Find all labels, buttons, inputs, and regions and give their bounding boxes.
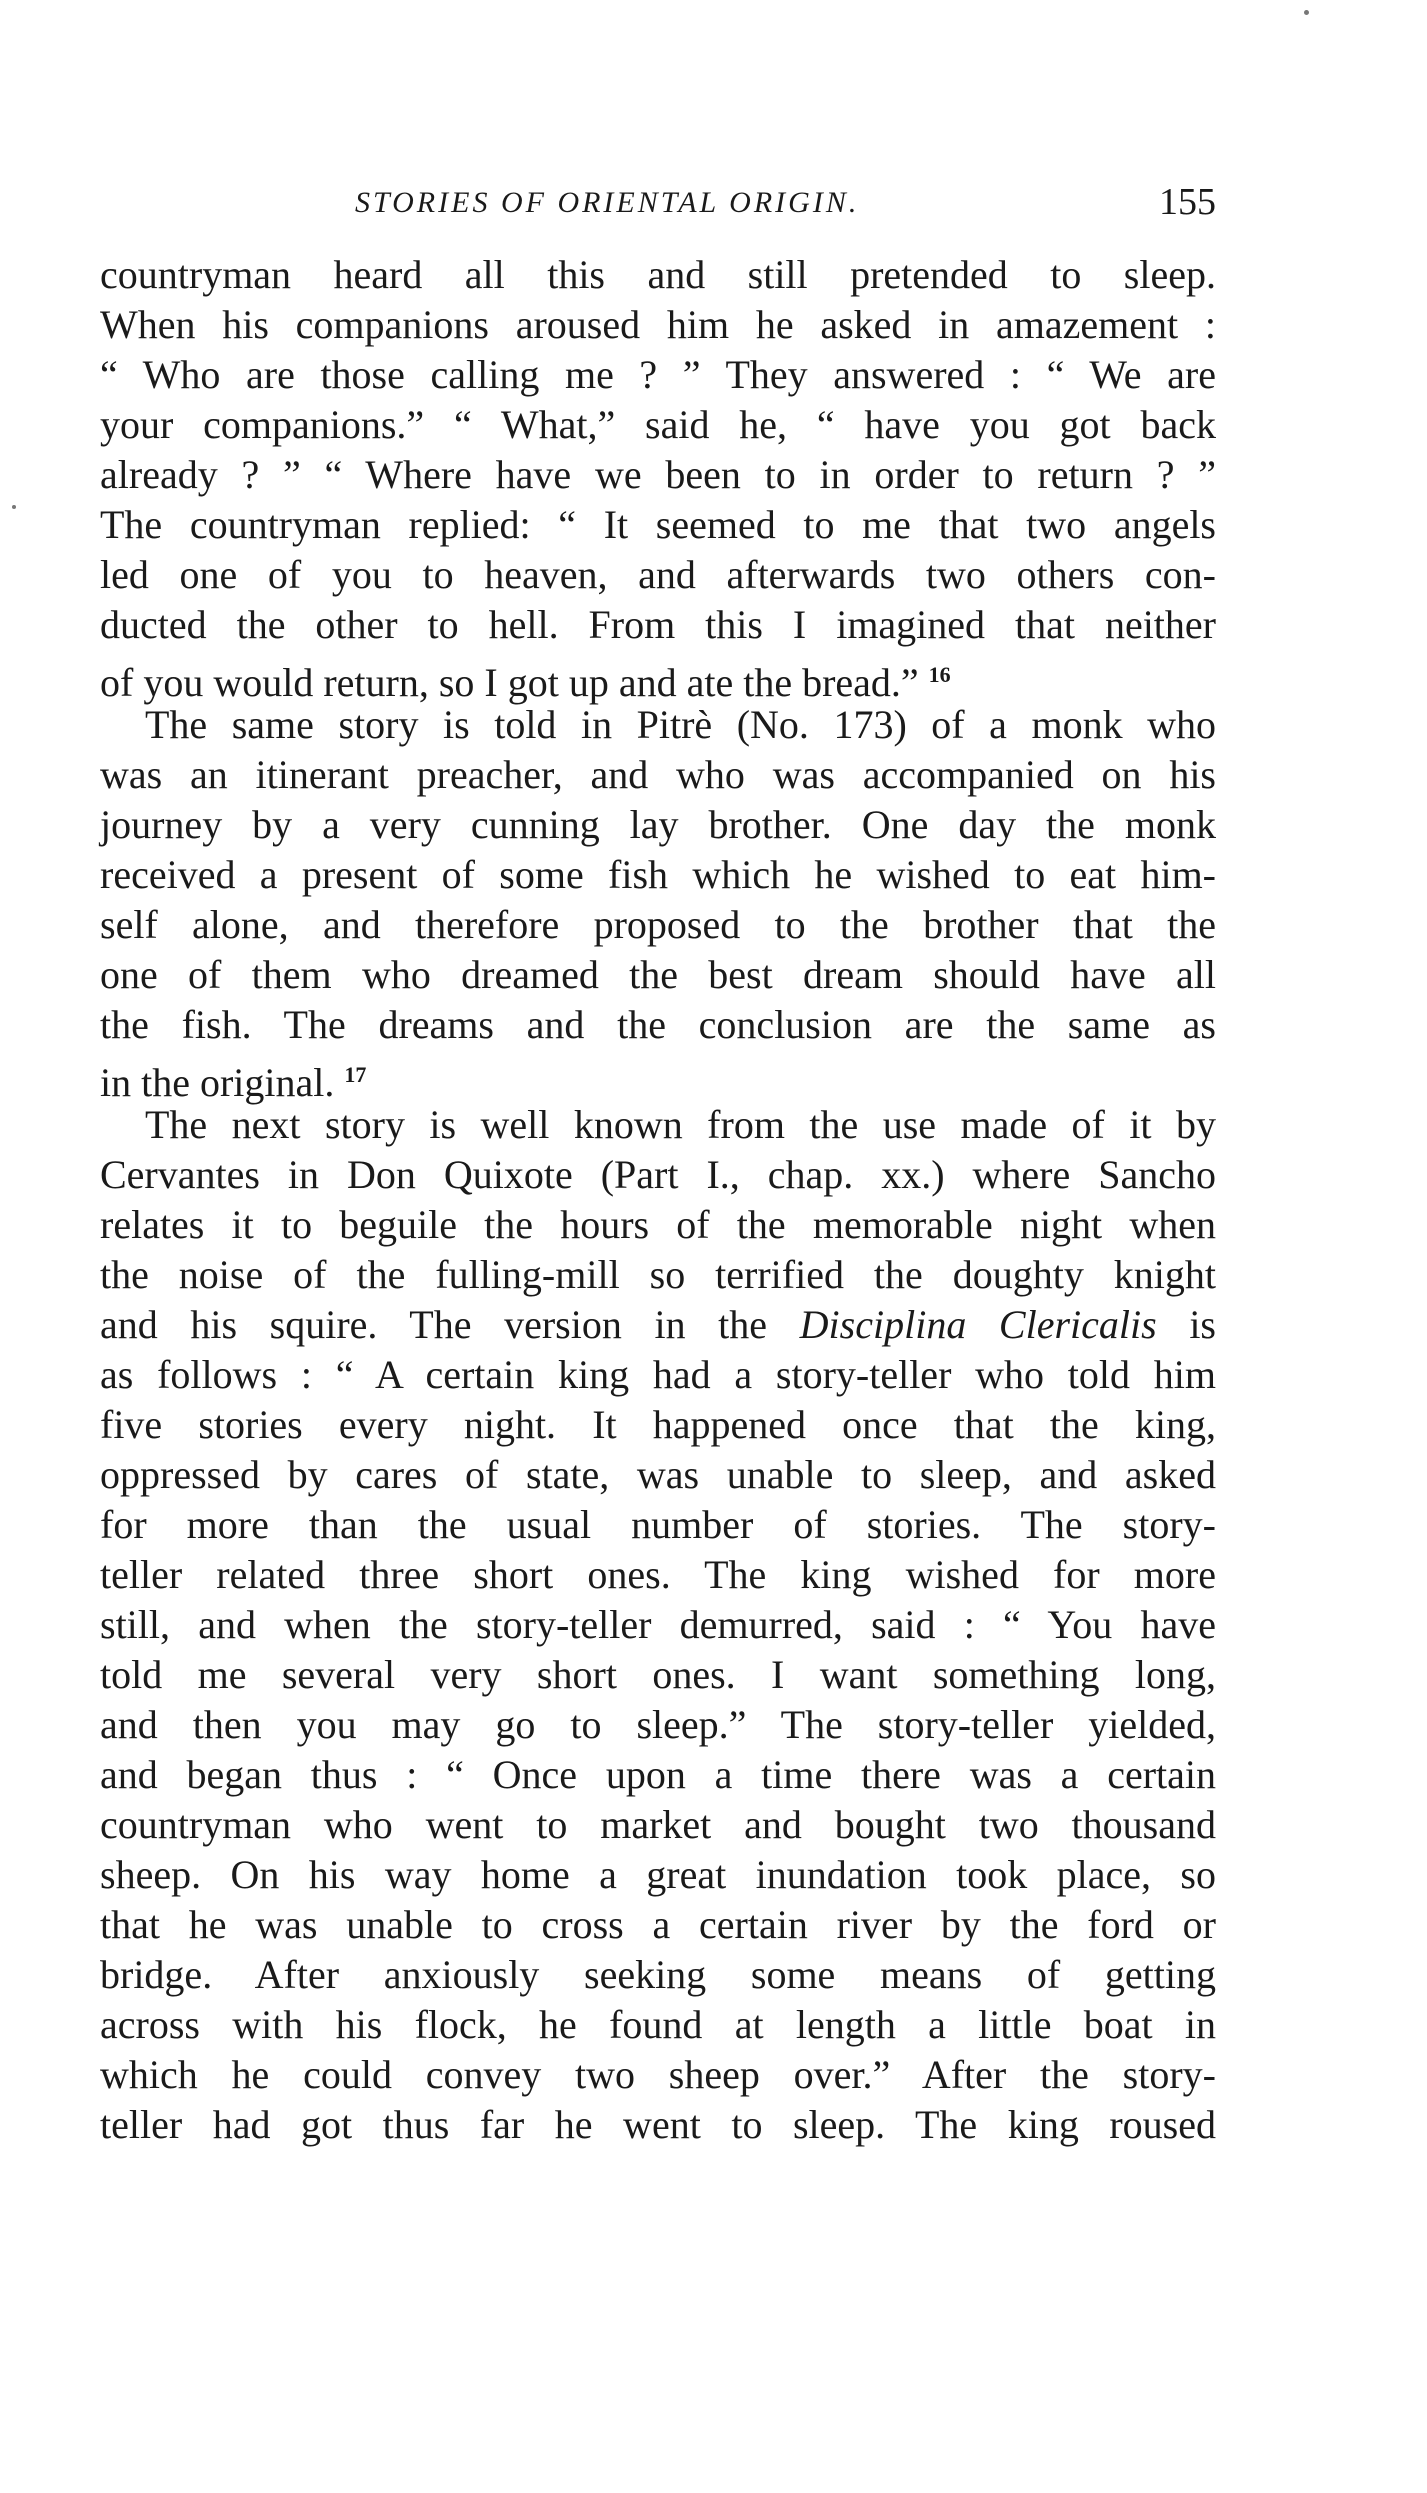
text-line-content: of you would return, so I got up and ate the bread.” bbox=[100, 660, 919, 705]
text-line: led one of you to heaven, and afterwards two others con- bbox=[100, 552, 1216, 597]
text-line: across with his flock, he found at length a little boat in bbox=[100, 2002, 1216, 2047]
footnote-marker: 16 bbox=[928, 662, 951, 687]
text-line: When his companions aroused him he asked in amazement : bbox=[100, 302, 1216, 347]
text-line: that he was unable to cross a certain river by the ford or bbox=[100, 1902, 1216, 1947]
text-line: the fish. The dreams and the conclusion are the same as bbox=[100, 1002, 1216, 1047]
text-line bbox=[100, 650, 1216, 705]
text-line: The countryman replied: “ It seemed to me that two angels bbox=[100, 502, 1216, 547]
text-line: which he could convey two sheep over.” After the story- bbox=[100, 2052, 1216, 2097]
paper-speck bbox=[12, 505, 16, 509]
text-line: and then you may go to sleep.” The story-teller yielded, bbox=[100, 1702, 1216, 1747]
text-line: and began thus : “ Once upon a time there was a certain bbox=[100, 1752, 1216, 1797]
text-line-content: is bbox=[1189, 1302, 1216, 1347]
text-line: countryman who went to market and bought two thousand bbox=[100, 1802, 1216, 1847]
text-line: one of them who dreamed the best dream should have all bbox=[100, 952, 1216, 997]
text-line: relates it to beguile the hours of the memorable night when bbox=[100, 1202, 1216, 1247]
page-number: 155 bbox=[1159, 181, 1216, 223]
text-line: sheep. On his way home a great inundation took place, so bbox=[100, 1852, 1216, 1897]
text-line: for more than the usual number of stories. The story- bbox=[100, 1502, 1216, 1547]
text-line: bridge. After anxiously seeking some means of getting bbox=[100, 1952, 1216, 1997]
text-line: countryman heard all this and still pretended to sleep. bbox=[100, 252, 1216, 297]
book-title: Disciplina Clericalis bbox=[799, 1302, 1157, 1347]
running-title: STORIES OF ORIENTAL ORIGIN. bbox=[355, 186, 860, 219]
text-line: was an itinerant preacher, and who was accompanied on his bbox=[100, 752, 1216, 797]
running-head bbox=[100, 181, 1216, 236]
text-line: “ Who are those calling me ? ” They answered : “ We are bbox=[100, 352, 1216, 397]
text-line-content: and his squire. The version in the bbox=[100, 1302, 768, 1347]
text-line bbox=[100, 1300, 1216, 1350]
footnote-marker: 17 bbox=[344, 1062, 367, 1087]
text-line: as follows : “ A certain king had a story-teller who told him bbox=[100, 1352, 1216, 1397]
body-text bbox=[100, 250, 1216, 2150]
text-line: The same story is told in Pitrè (No. 173) of a monk who bbox=[145, 702, 1216, 747]
text-line: teller related three short ones. The king wished for more bbox=[100, 1552, 1216, 1597]
text-line bbox=[100, 1050, 1216, 1105]
text-line: received a present of some fish which he wished to eat him- bbox=[100, 852, 1216, 897]
text-line: journey by a very cunning lay brother. One day the monk bbox=[100, 802, 1216, 847]
text-line: Cervantes in Don Quixote (Part I., chap. xx.) where Sancho bbox=[100, 1152, 1216, 1197]
paper-speck bbox=[1304, 10, 1309, 15]
text-line: five stories every night. It happened once that the king, bbox=[100, 1402, 1216, 1447]
text-line: already ? ” “ Where have we been to in order to return ? ” bbox=[100, 452, 1216, 497]
text-line: still, and when the story-teller demurred, said : “ You have bbox=[100, 1602, 1216, 1647]
text-line-content: in the original. bbox=[100, 1060, 335, 1105]
text-line: told me several very short ones. I want something long, bbox=[100, 1652, 1216, 1697]
text-line: oppressed by cares of state, was unable to sleep, and asked bbox=[100, 1452, 1216, 1497]
text-line: self alone, and therefore proposed to the brother that the bbox=[100, 902, 1216, 947]
text-line: teller had got thus far he went to sleep. The king roused bbox=[100, 2102, 1216, 2147]
text-line: The next story is well known from the use made of it by bbox=[145, 1102, 1216, 1147]
text-line: your companions.” “ What,” said he, “ have you got back bbox=[100, 402, 1216, 447]
text-line: ducted the other to hell. From this I imagined that neither bbox=[100, 602, 1216, 647]
text-line: the noise of the fulling-mill so terrified the doughty knight bbox=[100, 1252, 1216, 1297]
